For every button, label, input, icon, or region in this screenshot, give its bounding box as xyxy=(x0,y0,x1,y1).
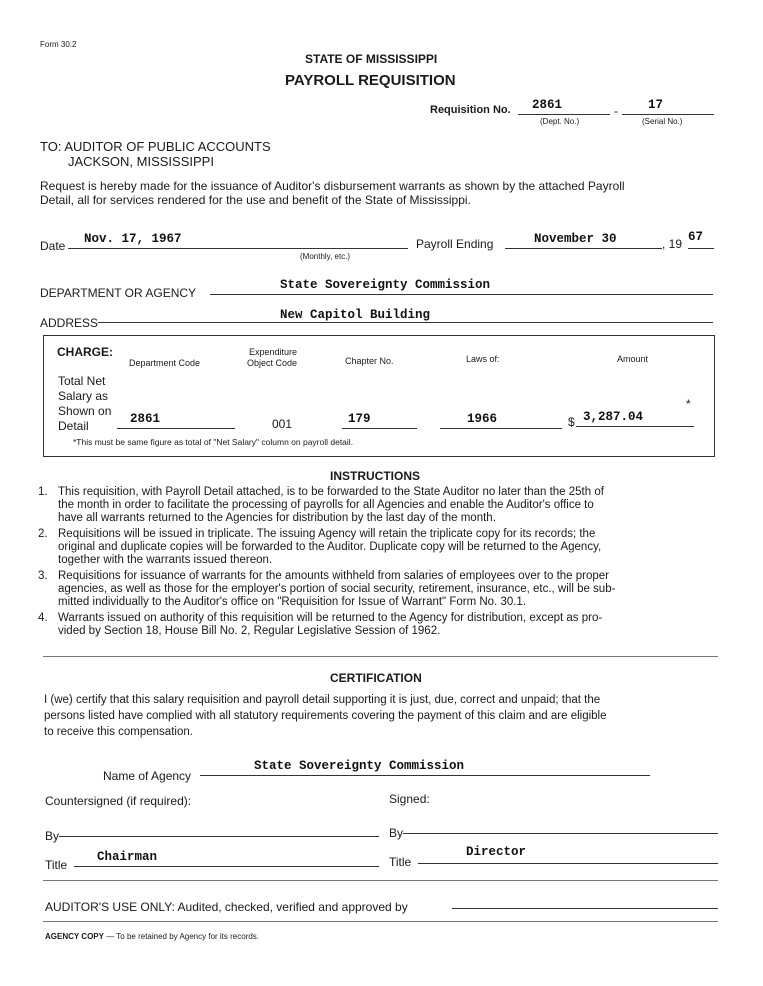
laws-value: 1966 xyxy=(467,412,498,426)
instruction-item: 2. Requisitions will be issued in triplicate. The issuing Agency will retain the triplicate copy for its records; the original and duplicate copies will be forwarded to the Auditor. Duplicate copy will be returned to the Agency, together with the warrants issued thereon. xyxy=(38,528,602,566)
certification-text: I (we) certify that this salary requisition and payroll detail supporting it is just, due, correct and unpaid; that the persons listed have complied with all statutory requirements covering the payment of this claim and are eligible to receive this compensation. xyxy=(44,694,607,738)
address-value: New Capitol Building xyxy=(280,308,431,322)
charge-note: *This must be same figure as total of "Net Salary" column on payroll detail. xyxy=(73,437,354,447)
row-label: Total Net Salary as Shown on Detail xyxy=(58,374,112,433)
payroll-year-value: 67 xyxy=(688,230,704,244)
date-label: Date xyxy=(40,239,66,253)
amount-value: 3,287.04 xyxy=(583,410,644,424)
state-heading: STATE OF MISSISSIPPI xyxy=(305,52,438,66)
agency-value: State Sovereignty Commission xyxy=(254,759,465,773)
col-chapter-header: Chapter No. xyxy=(345,356,394,366)
by-left-label: By xyxy=(45,829,60,843)
requisition-dash: - xyxy=(614,104,618,118)
request-text xyxy=(40,179,720,207)
certification-title: CERTIFICATION xyxy=(330,671,422,685)
instructions-title: INSTRUCTIONS xyxy=(330,469,420,483)
request-line2: Detail, all for services rendered for the use and benefit of the State of Mississippi. xyxy=(40,193,471,207)
object-code-value: 001 xyxy=(272,417,293,431)
footer-note: AGENCY COPY — To be retained by Agency for its records. xyxy=(45,932,260,941)
payroll-ending-value: November 30 xyxy=(534,232,617,246)
auditor-label: AUDITOR'S USE ONLY: Audited, checked, verified and approved by xyxy=(45,900,408,914)
instruction-item: 4. Warrants issued on authority of this requisition will be returned to the Agency for distribution, except as pro- vided by Section 18, House Bill No. 2, Regular Legislative Session of 1962. xyxy=(38,612,603,637)
requisition-label: Requisition No. xyxy=(430,104,511,116)
department-label: DEPARTMENT OR AGENCY xyxy=(40,286,197,300)
title-left-label: Title xyxy=(45,858,68,872)
countersigned-label: Countersigned (if required): xyxy=(45,794,192,808)
currency-symbol: $ xyxy=(568,415,575,429)
col-dept-header: Department Code xyxy=(129,358,201,368)
instruction-item: 3. Requisitions for issuance of warrants for the amounts withheld from salaries of employees over to the proper agencies, as well as those for the employer's portion of social security, retirement, insurance, etc., will be sub- mitted individually to the Auditor's office on "Requisition for Issue of Warrant" Form No. 30.1. xyxy=(38,570,616,608)
page-title: PAYROLL REQUISITION xyxy=(285,72,456,89)
col-exp-header-2: Object Code xyxy=(247,358,298,368)
col-amount-header: Amount xyxy=(617,354,649,364)
department-value: State Sovereignty Commission xyxy=(280,278,491,292)
title-right-label: Title xyxy=(389,855,412,869)
form-number: Form 30.2 xyxy=(40,40,77,49)
title-right-value: Director xyxy=(466,845,527,859)
agency-label: Name of Agency xyxy=(103,769,192,783)
to-line2: JACKSON, MISSISSIPPI xyxy=(68,154,214,169)
instructions-list xyxy=(38,486,723,641)
title-left-value: Chairman xyxy=(97,850,158,864)
payroll-ending-label: Payroll Ending xyxy=(416,237,494,251)
monthly-label: (Monthly, etc.) xyxy=(300,252,351,261)
signed-label: Signed: xyxy=(389,792,430,806)
serial-no-label: (Serial No.) xyxy=(642,117,683,126)
col-exp-header-1: Expenditure xyxy=(249,347,298,357)
to-line1: TO: AUDITOR OF PUBLIC ACCOUNTS xyxy=(40,139,271,154)
by-right-label: By xyxy=(389,826,404,840)
amount-asterisk: * xyxy=(686,397,691,411)
instruction-item: 1. This requisition, with Payroll Detail attached, is to be forwarded to the State Auditor no later than the 25th of the month in order to facilitate the processing of payrolls for all Agencies and enable the Auditor's office to have all warrants returned to the Agencies for distribution by the last day of the month. xyxy=(38,486,604,524)
date-value: Nov. 17, 1967 xyxy=(84,232,182,246)
request-line1: Request is hereby made for the issuance of Auditor's disbursement warrants as shown by the attached Payroll xyxy=(40,179,625,193)
year-prefix: , 19 xyxy=(662,237,683,251)
address-label: ADDRESS xyxy=(40,316,99,330)
dept-no-label: (Dept. No.) xyxy=(540,117,580,126)
col-laws-header: Laws of: xyxy=(466,354,500,364)
dept-no-value: 2861 xyxy=(532,98,563,112)
dept-code-value: 2861 xyxy=(130,412,161,426)
charge-label: CHARGE: xyxy=(57,345,113,359)
chapter-value: 179 xyxy=(348,412,371,426)
serial-no-value: 17 xyxy=(648,98,664,112)
